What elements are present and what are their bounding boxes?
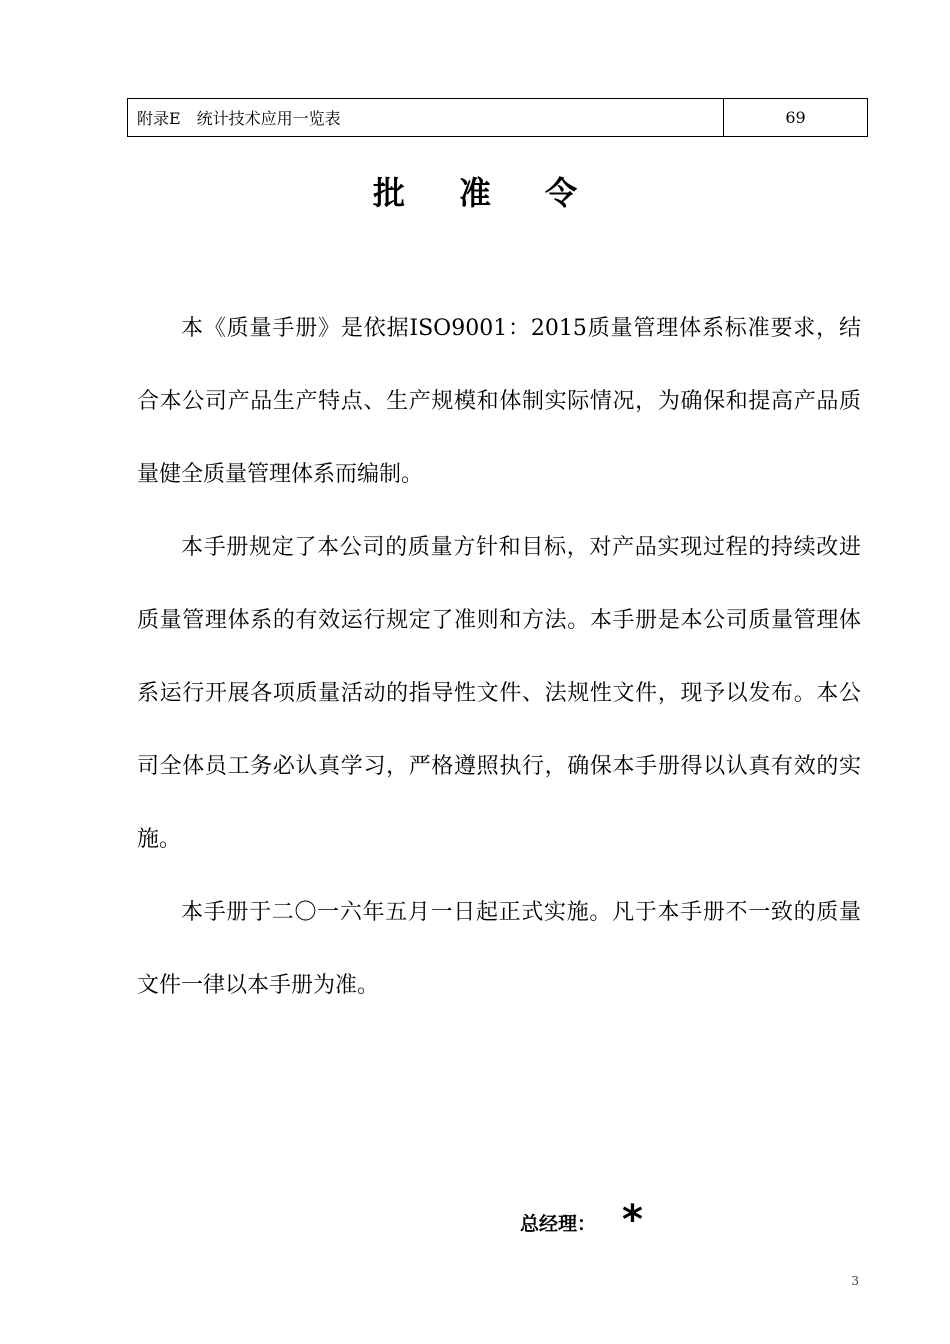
- document-body: [137, 292, 861, 1022]
- toc-entry-label: 附录E 统计技术应用一览表: [128, 99, 724, 137]
- paragraph: 本手册于二〇一六年五月一日起正式实施。凡于本手册不一致的质量文件一律以本手册为准。: [137, 900, 861, 998]
- signature-block: [520, 1197, 643, 1243]
- page-number: 3: [851, 1274, 859, 1288]
- paragraph: 本手册规定了本公司的质量方针和目标，对产品实现过程的持续改进质量管理体系的有效运行规定了准则和方法。本手册是本公司质量管理体系运行开展各项质量活动的指导性文件、法规性文件，现予以发布。本公司全体员工务必认真学习，严格遵照执行，确保本手册得以认真有效的实施。: [137, 535, 861, 852]
- toc-entry-page: 69: [724, 99, 868, 137]
- toc-row: [128, 99, 868, 137]
- paragraph: 本《质量手册》是依据ISO9001：2015质量管理体系标准要求，结合本公司产品生产特点、生产规模和体制实际情况，为确保和提高产品质量健全质量管理体系而编制。: [137, 316, 861, 487]
- toc-table: [127, 98, 868, 137]
- signature-label: 总经理：: [520, 1212, 597, 1235]
- signature-mark: *: [622, 1197, 643, 1243]
- document-title: 批准令: [372, 174, 631, 212]
